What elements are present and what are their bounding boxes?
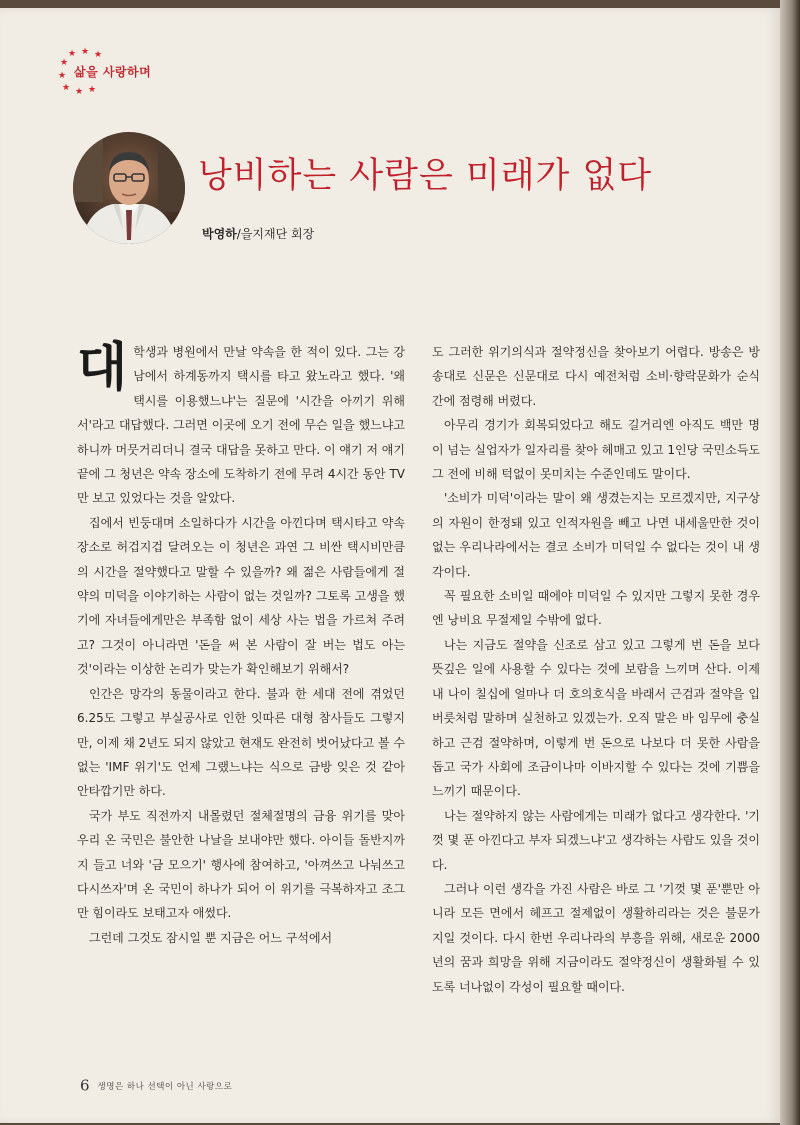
paragraph: 그런데 그것도 잠시일 뿐 지금은 어느 구석에서 [89, 930, 333, 945]
paragraph: 꼭 필요한 소비일 때에야 미덕일 수 있지만 그렇지 못한 경우엔 낭비요 무절제일 수밖에 없다. [432, 589, 760, 628]
author-portrait [73, 132, 185, 244]
page-footer [80, 1075, 232, 1095]
left-column [77, 340, 405, 950]
paragraph: 대학생과 병원에서 만날 약속을 한 적이 있다. 그는 강남에서 하계동까지 택시를 타고 왔노라고 했다. '왜 택시를 이용했느냐'는 질문에 '시간을 아끼기 위해서'라고 대답했다. 그러면 이곳에 오기 전에 무슨 일을 했느냐고 하니까 머뭇거리더니 결국 대답을 못하고 만다. 이 얘기 저 얘기 끝에 그 청년은 약속 장소에 도착하기 전에 무려 4시간 동안 TV만 보고 있었다는 것을 알았다. [77, 338, 405, 506]
paragraph: 그러나 이런 생각을 가진 사람은 바로 그 '기껏 몇 푼'뿐만 아니라 모든 면에서 헤프고 절제없이 생활하리라는 것은 불문가지일 것이다. 다시 한번 우리나라의 부흥을 위해, 새로운 2000년의 꿈과 희망을 위해 지금이라도 절약정신이 생활화될 수 있도록 너나없이 각성이 필요할 때이다. [432, 881, 760, 994]
section-label-text: 삶을 사랑하며 [74, 65, 152, 79]
paragraph: '소비가 미덕'이라는 말이 왜 생겼는지는 모르겠지만, 지구상의 자원이 한정돼 있고 인적자원을 빼고 나면 내세울만한 것이 없는 우리나라에서는 결코 소비가 미덕일 수 없다는 것이 내 생각이다. [432, 491, 760, 579]
paragraph: 국가 부도 직전까지 내몰렸던 절체절명의 금융 위기를 맞아 우리 온 국민은 불안한 나날을 보내야만 했다. 아이들 돌반지까지 들고 너와 '금 모으기' 행사에 참여하고, '아껴쓰고 나눠쓰고 다시쓰자'며 온 국민이 하나가 되어 이 위기를 극복하자고 조그만 힘이라도 보태고자 애썼다. [77, 808, 405, 921]
section-label: ★ ★ ★ ★ ★ ★ ★ ★ 삶을 사랑하며 [58, 47, 152, 97]
page-number: 6 [80, 1076, 90, 1095]
paragraph: 도 그러한 위기의식과 절약정신을 찾아보기 어렵다. 방송은 방송대로 신문은 신문대로 다시 예전처럼 소비·향락문화가 순식간에 점령해 버렸다. [432, 345, 760, 408]
author-role: /을지재단 회장 [236, 227, 315, 241]
footer-text: 생명은 하나 선택이 아닌 사랑으로 [97, 1081, 233, 1092]
author-byline [202, 225, 314, 242]
magazine-page [0, 8, 780, 1123]
article-title: 낭비하는 사람은 미래가 없다 [198, 156, 653, 196]
paragraph: 나는 지금도 절약을 신조로 삼고 있고 그렇게 번 돈을 보다 뜻깊은 일에 사용할 수 있다는 것에 보람을 느끼며 산다. 이제 내 나이 칠십에 얼마나 더 호의호식을 바래서 근검과 절약을 입버릇처럼 말하며 실천하고 있겠는가. 오직 말은 바 임무에 충실하고 근검 절약하며, 이렇게 번 돈으로 나보다 더 못한 사람을 돕고 국가 사회에 조금이나마 이바지할 수 있다는 것에 기쁨을 느끼기 때문이다. [432, 637, 760, 799]
paragraph: 나는 절약하지 않는 사람에게는 미래가 없다고 생각한다. '기껏 몇 푼 아낀다고 부자 되겠느냐'고 생각하는 사람도 있을 것이다. [432, 808, 760, 872]
paragraph: 집에서 빈둥대며 소일하다가 시간을 아낀다며 택시타고 약속 장소로 허겁지겁 달려오는 이 청년은 과연 그 비싼 택시비만큼의 시간을 절약했다고 말할 수 있을까? 왜 젊은 사람들에게 절약의 미덕을 이야기하는 사람이 없는 것일까? 그토록 고생을 했기에 자녀들에게만은 부족함 없이 세상 사는 법을 가르쳐 주려고? 그것이 아니라면 '돈을 써 본 사람이 잘 버는 법도 아는 것'이라는 이상한 논리가 맞는가 확인해보기 위해서? [77, 515, 405, 677]
page-binding-edge [780, 0, 800, 1125]
paragraph: 아무리 경기가 회복되었다고 해도 길거리엔 아직도 백만 명이 넘는 실업자가 일자리를 찾아 헤매고 있고 1인당 국민소득도 그 전에 비해 턱없이 못미치는 수준인데도 말이다. [432, 418, 760, 482]
right-column [432, 340, 760, 999]
drop-cap: 대 [77, 338, 128, 398]
author-name: 박영하 [202, 227, 237, 241]
paragraph: 인간은 망각의 동물이라고 한다. 불과 한 세대 전에 겪었던 6.25도 그렇고 부실공사로 인한 잇따른 대형 참사들도 그렇지만, 이제 채 2년도 되지 않았고 현재도 완전히 벗어났다고 볼 수 없는 'IMF 위기'도 언제 그랬느냐는 식으로 금방 잊은 것 같아 안타깝기만 하다. [77, 686, 405, 799]
